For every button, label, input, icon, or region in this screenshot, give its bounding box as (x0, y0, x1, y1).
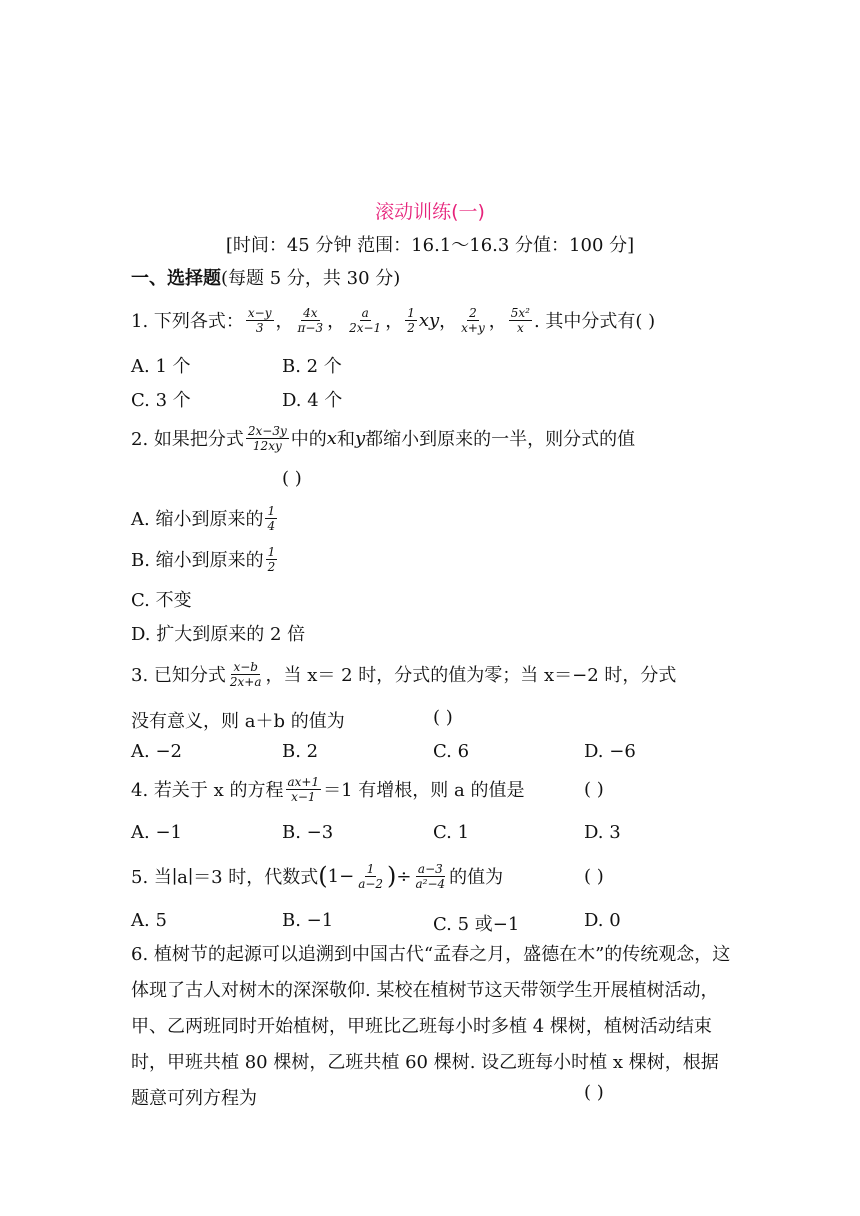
q2-option-b-text: B. 缩小到原来的 (131, 550, 264, 571)
q4-fraction: $\frac{ax+1}{x-1}$ (287, 774, 320, 804)
q2-option-d: D. 扩大到原来的 2 倍 (131, 624, 306, 645)
q1-fraction-2: $\frac{4x}{\pi-3}$ (297, 305, 324, 335)
question-4 (131, 771, 524, 807)
question-5 (131, 858, 503, 894)
q2-text-2: 和 (336, 429, 355, 450)
q4-option-d: D. 3 (584, 822, 621, 843)
q5-right-paren: ) (387, 862, 397, 890)
q5-left-paren: ( (318, 862, 328, 890)
q6-answer-paren: ( ) (584, 1082, 604, 1103)
q2-answer-paren: ( ) (282, 468, 302, 489)
q2-option-a-fraction: $\frac{1}{4}$ (267, 503, 276, 533)
q5-option-a: A. 5 (131, 910, 167, 931)
q1-fraction-5: $\frac{2}{x+y}$ (461, 305, 485, 335)
q4-prefix: 4. 若关于 x 的方程 (131, 780, 284, 801)
q5-option-c: C. 5 或−1 (433, 914, 520, 935)
q4-option-c: C. 1 (433, 822, 470, 843)
exam-meta: [时间：45 分钟 范围：16.1～16.3 分值：100 分] (225, 235, 635, 256)
q3-text-1: ，当 x＝ 2 时，分式的值为零；当 x＝−2 时，分式 (265, 665, 677, 686)
q1-option-d: D. 4 个 (282, 390, 343, 411)
section-heading (131, 264, 400, 290)
q1-option-b: B. 2 个 (282, 356, 342, 377)
q5-option-b: B. −1 (282, 910, 334, 931)
question-2 (131, 420, 635, 456)
q3-option-d: D. −6 (584, 741, 636, 762)
q2-var-x: x (326, 427, 337, 449)
q4-answer-paren: ( ) (584, 779, 604, 800)
q2-fraction: $\frac{2x-3y}{12xy}$ (247, 423, 287, 453)
q2-option-b (131, 541, 279, 577)
q3-option-a: A. −2 (131, 741, 182, 762)
q1-fraction-3: $\frac{a}{2x-1}$ (349, 305, 382, 335)
question-1: 1. 下列各式： $\frac{x-y}{3}$ ， $\frac{4x}{\pi-3}$ ， $\frac{a}{2x-1}$ ， $\frac{1}{2}$ xy ， $\frac{2}{x+y}$ ， $\frac{\text{5x²}}{x}$ . 其中分式有( ) (131, 305, 656, 335)
q5-one-minus: 1− (327, 865, 355, 887)
section-label: 一、选择题 (131, 268, 221, 289)
q2-prefix: 2. 如果把分式 (131, 429, 244, 450)
question-3 (131, 656, 676, 692)
q2-option-c: C. 不变 (131, 590, 192, 611)
q2-text-1: 中的 (290, 429, 327, 450)
q3-option-c: C. 6 (433, 741, 470, 762)
q2-text-3: 都缩小到原来的一半，则分式的值 (365, 429, 636, 450)
q5-fraction-1: $\frac{1}{a-2}$ (358, 861, 384, 891)
q1-suffix: . 其中分式有( ) (533, 311, 656, 332)
q2-var-y: y (354, 427, 366, 449)
q1-prefix: 1. 下列各式： (131, 311, 244, 332)
q5-answer-paren: ( ) (584, 866, 604, 887)
q1-option-a: A. 1 个 (131, 356, 191, 377)
q5-divide: ÷ (396, 865, 412, 887)
q3-text-2: 没有意义，则 a＋b 的值为 (131, 711, 345, 732)
q3-prefix: 3. 已知分式 (131, 665, 226, 686)
page-title: 滚动训练(一) (375, 201, 485, 223)
q4-option-a: A. −1 (131, 822, 182, 843)
q2-option-a (131, 500, 279, 536)
q2-option-a-text: A. 缩小到原来的 (131, 509, 264, 530)
q5-prefix: 5. 当∣a∣＝3 时，代数式 (131, 867, 319, 888)
q3-fraction: $\frac{x-b}{2x+a}$ (229, 659, 262, 689)
q1-option-c: C. 3 个 (131, 390, 191, 411)
q1-fraction-1: $\frac{x-y}{3}$ (247, 305, 272, 335)
q2-option-b-fraction: $\frac{1}{2}$ (267, 544, 276, 574)
q1-xy: xy (418, 309, 440, 331)
q3-option-b: B. 2 (282, 741, 319, 762)
q5-suffix: 的值为 (449, 867, 504, 888)
question-6: 6. 植树节的起源可以追溯到中国古代“孟春之月，盛德在木”的传统观念，这体现了古人对树木的深深敬仰. 某校在植树节这天带领学生开展植树活动，甲、乙两班同时开始植树，甲班比乙班每小时多植 4 棵树，植树活动结束时，甲班共植 80 棵树，乙班共植 60 棵树. 设乙班每小时植 x 棵树，根据题意可列方程为 (131, 944, 731, 1109)
q1-fraction-4: $\frac{1}{2}$ (407, 305, 415, 335)
q4-option-b: B. −3 (282, 822, 334, 843)
q1-fraction-6: $\frac{\text{5x²}}{x}$ (510, 305, 530, 335)
q5-fraction-2: $\frac{a-3}{\text{a²−4}}$ (415, 861, 446, 891)
q3-answer-paren: ( ) (433, 707, 453, 728)
q4-suffix: ＝1 有增根，则 a 的值是 (323, 780, 525, 801)
section-note: (每题 5 分，共 30 分) (221, 268, 401, 289)
q5-option-d: D. 0 (584, 910, 621, 931)
